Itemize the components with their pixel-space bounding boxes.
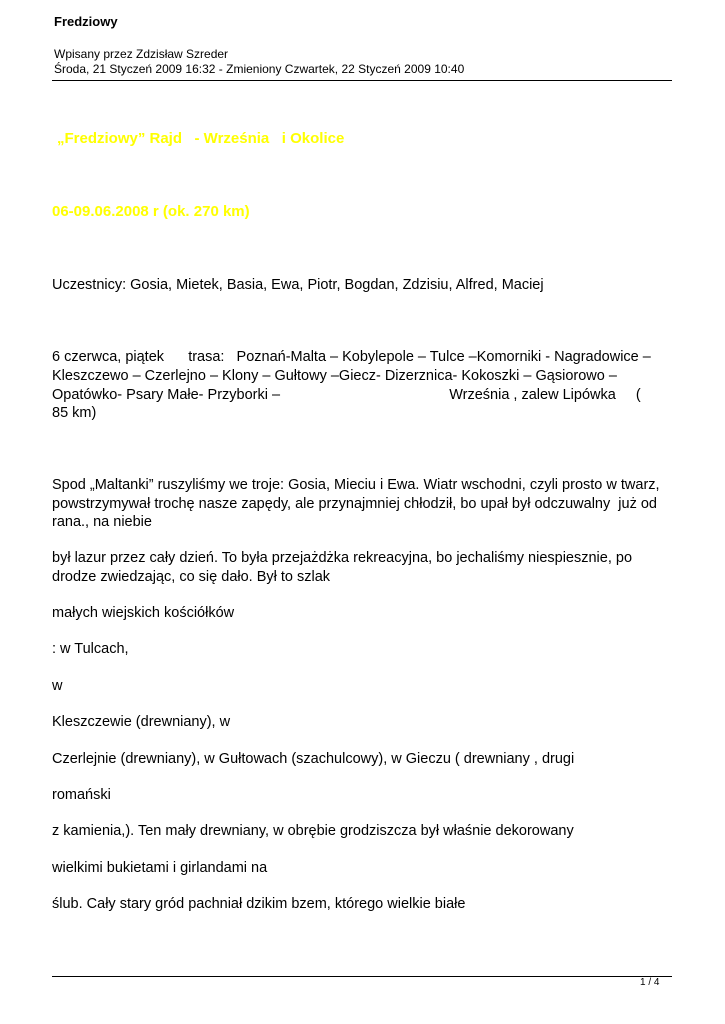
author-line: Wpisany przez Zdzisław Szreder bbox=[54, 47, 229, 61]
bukietami-line: wielkimi bukietami i girlandami na bbox=[52, 860, 268, 876]
w-line: w bbox=[52, 678, 63, 694]
paragraph2-line-2: drodze zwiedzając, co się dało. Był to szlak bbox=[52, 569, 331, 585]
romanski-line: romański bbox=[52, 787, 111, 803]
route-line-2: Kleszczewo – Czerlejno – Klony – Gułtowy –Giecz- Dizerznica- Kokoszki – Gąsiorowo – bbox=[52, 368, 617, 384]
route-line-3: Opatówko- Psary Małe- Przyborki – Września , zalew Lipówka ( bbox=[52, 387, 641, 403]
slub-line: ślub. Cały stary gród pachniał dzikim bzem, którego wielkie białe bbox=[52, 896, 466, 912]
route-line-1: 6 czerwca, piątek trasa: Poznań-Malta – Kobylepole – Tulce –Komorniki - Nagradowice – bbox=[52, 349, 651, 365]
czerlejno-line: Czerlejnie (drewniany), w Gułtowach (szachulcowy), w Gieczu ( drewniany , drugi bbox=[52, 751, 575, 767]
tulce-line: : w Tulcach, bbox=[52, 641, 129, 657]
date-line: Środa, 21 Styczeń 2009 16:32 - Zmieniony Czwartek, 22 Styczeń 2009 10:40 bbox=[54, 62, 465, 76]
paragraph1-line-1: Spod „Maltanki” ruszyliśmy we troje: Gosia, Mieciu i Ewa. Wiatr wschodni, czyli prosto w twarz, bbox=[52, 477, 660, 493]
footer-divider bbox=[52, 976, 672, 977]
header-divider bbox=[52, 80, 672, 81]
article-date-range: 06-09.06.2008 r (ok. 270 km) bbox=[52, 203, 250, 220]
paragraph2-line-1: był lazur przez cały dzień. To była przejażdżka rekreacyjna, bo jechaliśmy niespiesznie, po bbox=[52, 550, 633, 566]
paragraph1-line-2: powstrzymywał trochę nasze zapędy, ale przynajmniej chłodził, bo upał był odczuwalny już od bbox=[52, 496, 657, 512]
kleszczewo-line: Kleszczewie (drewniany), w bbox=[52, 714, 231, 730]
route-line-4: 85 km) bbox=[52, 405, 97, 421]
page-number: 1 / 4 bbox=[640, 977, 660, 988]
kamienia-line: z kamienia,). Ten mały drewniany, w obrębie grodziszcza był właśnie dekorowany bbox=[52, 823, 574, 839]
churches-line: małych wiejskich kościółków bbox=[52, 605, 235, 621]
paragraph1-line-3: rana., na niebie bbox=[52, 514, 152, 530]
document-title: Fredziowy bbox=[54, 14, 118, 29]
article-title: „Fredziowy” Rajd - Września i Okolice bbox=[57, 130, 345, 147]
participants-line: Uczestnicy: Gosia, Mietek, Basia, Ewa, Piotr, Bogdan, Zdzisiu, Alfred, Maciej bbox=[52, 277, 544, 293]
